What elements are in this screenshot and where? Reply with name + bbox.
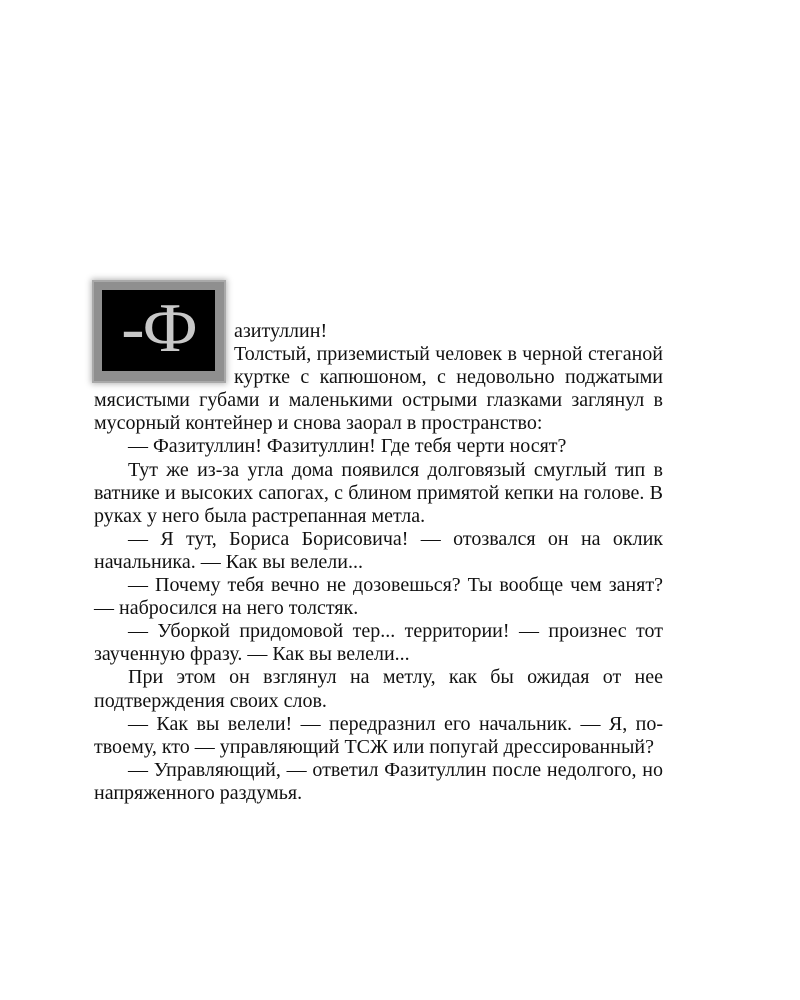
paragraph-4: Тут же из-за угла дома появился долговязый смуглый тип в ватнике и высоких сапогах, с блином примятой кепки на голове. В руках у него была растрепанная метла. [94,458,663,527]
drop-cap-letter: -Ф [121,289,196,367]
book-page [94,284,663,805]
paragraph-5: — Я тут, Бориса Борисовича! — отозвался он на оклик начальника. — Как вы велели... [94,527,663,573]
paragraph-7: — Уборкой придомовой тер... территории! — произнес тот заученную фразу. — Как вы велели... [94,620,663,666]
drop-cap-box [102,290,215,371]
paragraph-10: — Управляющий, — ответил Фазитуллин после недолгого, но напряженного раздумья. [94,758,663,804]
paragraph-6: — Почему тебя вечно не дозовешься? Ты вообще чем занят? — набросился на него толстяк. [94,574,663,620]
paragraph-2: Толстый, приземистый человек в черной стеганой куртке с капюшоном, с недовольно поджатыми мясистыми губами и маленькими острыми глазками заглянул в мусорный контейнер и снова заорал в пространство: [94,343,663,435]
paragraph-3: — Фазитуллин! Фазитуллин! Где тебя черти носят? [128,435,567,458]
paragraph-1: азитуллин! [234,320,328,342]
paragraph-8: При этом он взглянул на метлу, как бы ожидая от нее подтверждения своих слов. [94,666,663,712]
paragraph-9: — Как вы велели! — передразнил его начальник. — Я, по-твоему, кто — управляющий ТСЖ или попугай дрессированный? [94,712,663,758]
drop-cap-frame [94,282,224,381]
